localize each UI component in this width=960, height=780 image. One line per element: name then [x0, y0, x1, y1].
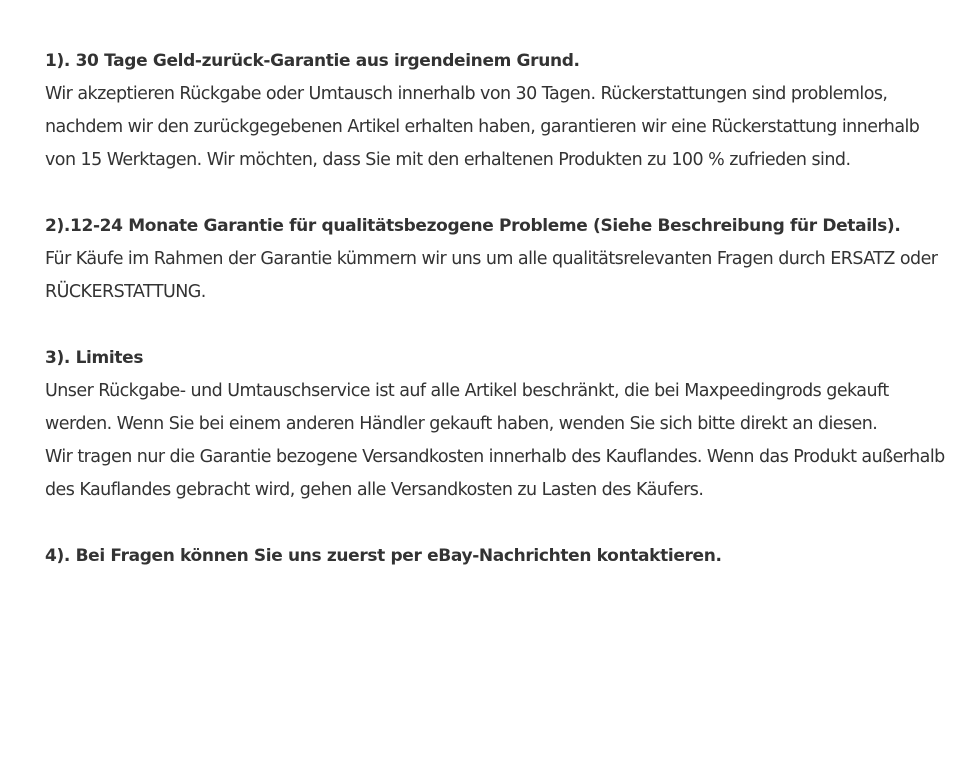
- policy-section-limits: [45, 342, 945, 507]
- section-heading: 3). Limites: [45, 348, 144, 368]
- section-paragraph: Für Käufe im Rahmen der Garantie kümmern wir uns um alle qualitätsrelevanten Fragen durch ERSATZ oder RÜCKERSTATTUNG.: [45, 249, 938, 302]
- policy-section-contact: [45, 540, 945, 573]
- section-paragraph: Wir akzeptieren Rückgabe oder Umtausch innerhalb von 30 Tagen. Rückerstattungen sind problemlos, nachdem wir den zurückgegebenen Artikel erhalten haben, garantieren wir eine Rückerstattung innerhalb von 15 Werktagen. Wir möchten, dass Sie mit den erhaltenen Produkten zu 100 % zufrieden sind.: [45, 84, 920, 170]
- section-heading: 1). 30 Tage Geld-zurück-Garantie aus irgendeinem Grund.: [45, 51, 580, 71]
- policy-section-money-back: [45, 45, 945, 177]
- section-heading: 2).12-24 Monate Garantie für qualitätsbezogene Probleme (Siehe Beschreibung für Details).: [45, 216, 901, 236]
- policy-section-warranty: [45, 210, 945, 309]
- section-heading: 4). Bei Fragen können Sie uns zuerst per eBay-Nachrichten kontaktieren.: [45, 546, 722, 566]
- section-paragraph: Unser Rückgabe- und Umtauschservice ist auf alle Artikel beschränkt, die bei Maxpeedingrods gekauft werden. Wenn Sie bei einem anderen Händler gekauft haben, wenden Sie sich bitte direkt an diesen.: [45, 381, 889, 434]
- section-paragraph: Wir tragen nur die Garantie bezogene Versandkosten innerhalb des Kauflandes. Wenn das Produkt außerhalb des Kauflandes gebracht wird, gehen alle Versandkosten zu Lasten des Käufers.: [45, 447, 945, 500]
- policy-content: [45, 45, 945, 606]
